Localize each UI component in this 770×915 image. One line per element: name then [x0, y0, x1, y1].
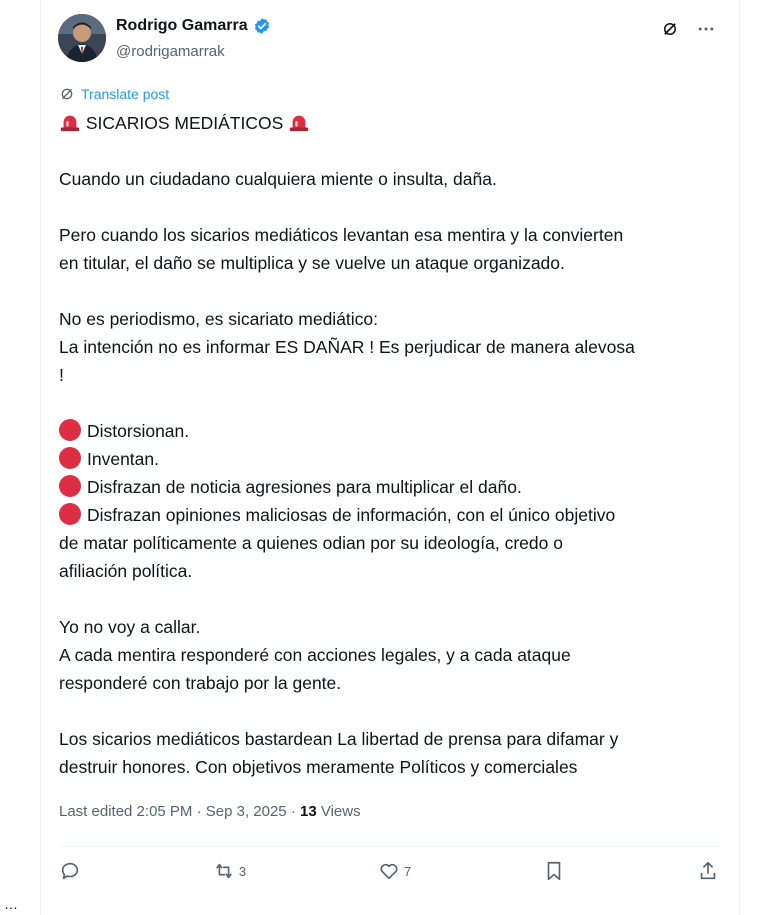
post-paragraph: afiliación política.: [59, 561, 193, 581]
repost-count: 3: [238, 863, 247, 879]
list-item-text: Inventan.: [87, 449, 159, 469]
post-title: SICARIOS MEDIÁTICOS: [85, 113, 284, 133]
post-title-line: [59, 109, 729, 137]
post-card: [40, 0, 740, 915]
share-icon: [697, 860, 719, 882]
edited-timestamp[interactable]: Last edited 2:05 PM · Sep 3, 2025 ·: [59, 803, 300, 820]
post-paragraph: !: [59, 365, 64, 385]
post-paragraph: Yo no voy a callar.: [59, 617, 201, 637]
heart-icon: [378, 860, 400, 882]
red-circle-icon: [59, 419, 81, 441]
post-paragraph: La intención no es informar ES DAÑAR ! Es perjudicar de manera alevosa: [59, 337, 635, 357]
bookmark-button[interactable]: [543, 860, 565, 882]
translate-label[interactable]: Translate post: [81, 86, 170, 102]
list-item: [59, 417, 729, 445]
bookmark-icon: [543, 860, 565, 882]
post-meta: [59, 803, 361, 820]
post-body: [59, 109, 729, 781]
post-paragraph: de matar políticamente a quienes odian por su ideología, credo o: [59, 533, 563, 553]
post-paragraph: Los sicarios mediáticos bastardean La libertad de prensa para difamar y: [59, 729, 619, 749]
reply-button[interactable]: [59, 860, 81, 882]
post-paragraph: en titular, el daño se multiplica y se vuelve un ataque organizado.: [59, 253, 565, 273]
list-item: [59, 473, 729, 501]
post-paragraph: No es periodismo, es sicariato mediático:: [59, 309, 379, 329]
post-paragraph: Cuando un ciudadano cualquiera miente o insulta, daña.: [59, 169, 497, 189]
author-row: [116, 17, 271, 35]
red-circle-icon: [59, 447, 81, 469]
siren-icon: [288, 111, 310, 133]
views-label: Views: [316, 803, 361, 820]
post-paragraph: responderé con trabajo por la gente.: [59, 673, 342, 693]
repost-button[interactable]: [213, 860, 246, 882]
red-circle-icon: [59, 475, 81, 497]
views-count: 13: [299, 803, 317, 820]
top-actions: [659, 18, 717, 40]
red-circle-icon: [59, 503, 81, 525]
avatar[interactable]: [58, 14, 106, 62]
siren-icon: [59, 111, 81, 133]
more-options-icon[interactable]: [695, 18, 717, 40]
list-item: [59, 445, 729, 473]
author-handle[interactable]: @rodrigamarrak: [116, 43, 225, 60]
share-button[interactable]: [697, 860, 719, 882]
post-paragraph: destruir honores. Con objetivos meramente Políticos y comerciales: [59, 757, 578, 777]
list-item-text: Disfrazan de noticia agresiones para multiplicar el daño.: [87, 477, 522, 497]
like-count: 7: [403, 863, 412, 879]
translate-post-link[interactable]: [59, 86, 169, 102]
overflow-dots: …: [4, 896, 19, 912]
divider: [59, 846, 721, 847]
repost-icon: [213, 860, 235, 882]
post-paragraph: Pero cuando los sicarios mediáticos levantan esa mentira y la convierten: [59, 225, 624, 245]
list-item-text: Distorsionan.: [87, 421, 190, 441]
grok-icon[interactable]: [659, 18, 681, 40]
author-name[interactable]: Rodrigo Gamarra: [116, 17, 248, 34]
reply-icon: [59, 860, 81, 882]
list-item-text: Disfrazan opiniones maliciosas de información, con el único objetivo: [87, 505, 616, 525]
like-button[interactable]: [378, 860, 411, 882]
verified-badge-icon: [253, 17, 271, 35]
action-bar: [59, 860, 719, 882]
translate-icon: [59, 86, 75, 102]
list-item: [59, 501, 729, 529]
post-paragraph: A cada mentira responderé con acciones legales, y a cada ataque: [59, 645, 571, 665]
